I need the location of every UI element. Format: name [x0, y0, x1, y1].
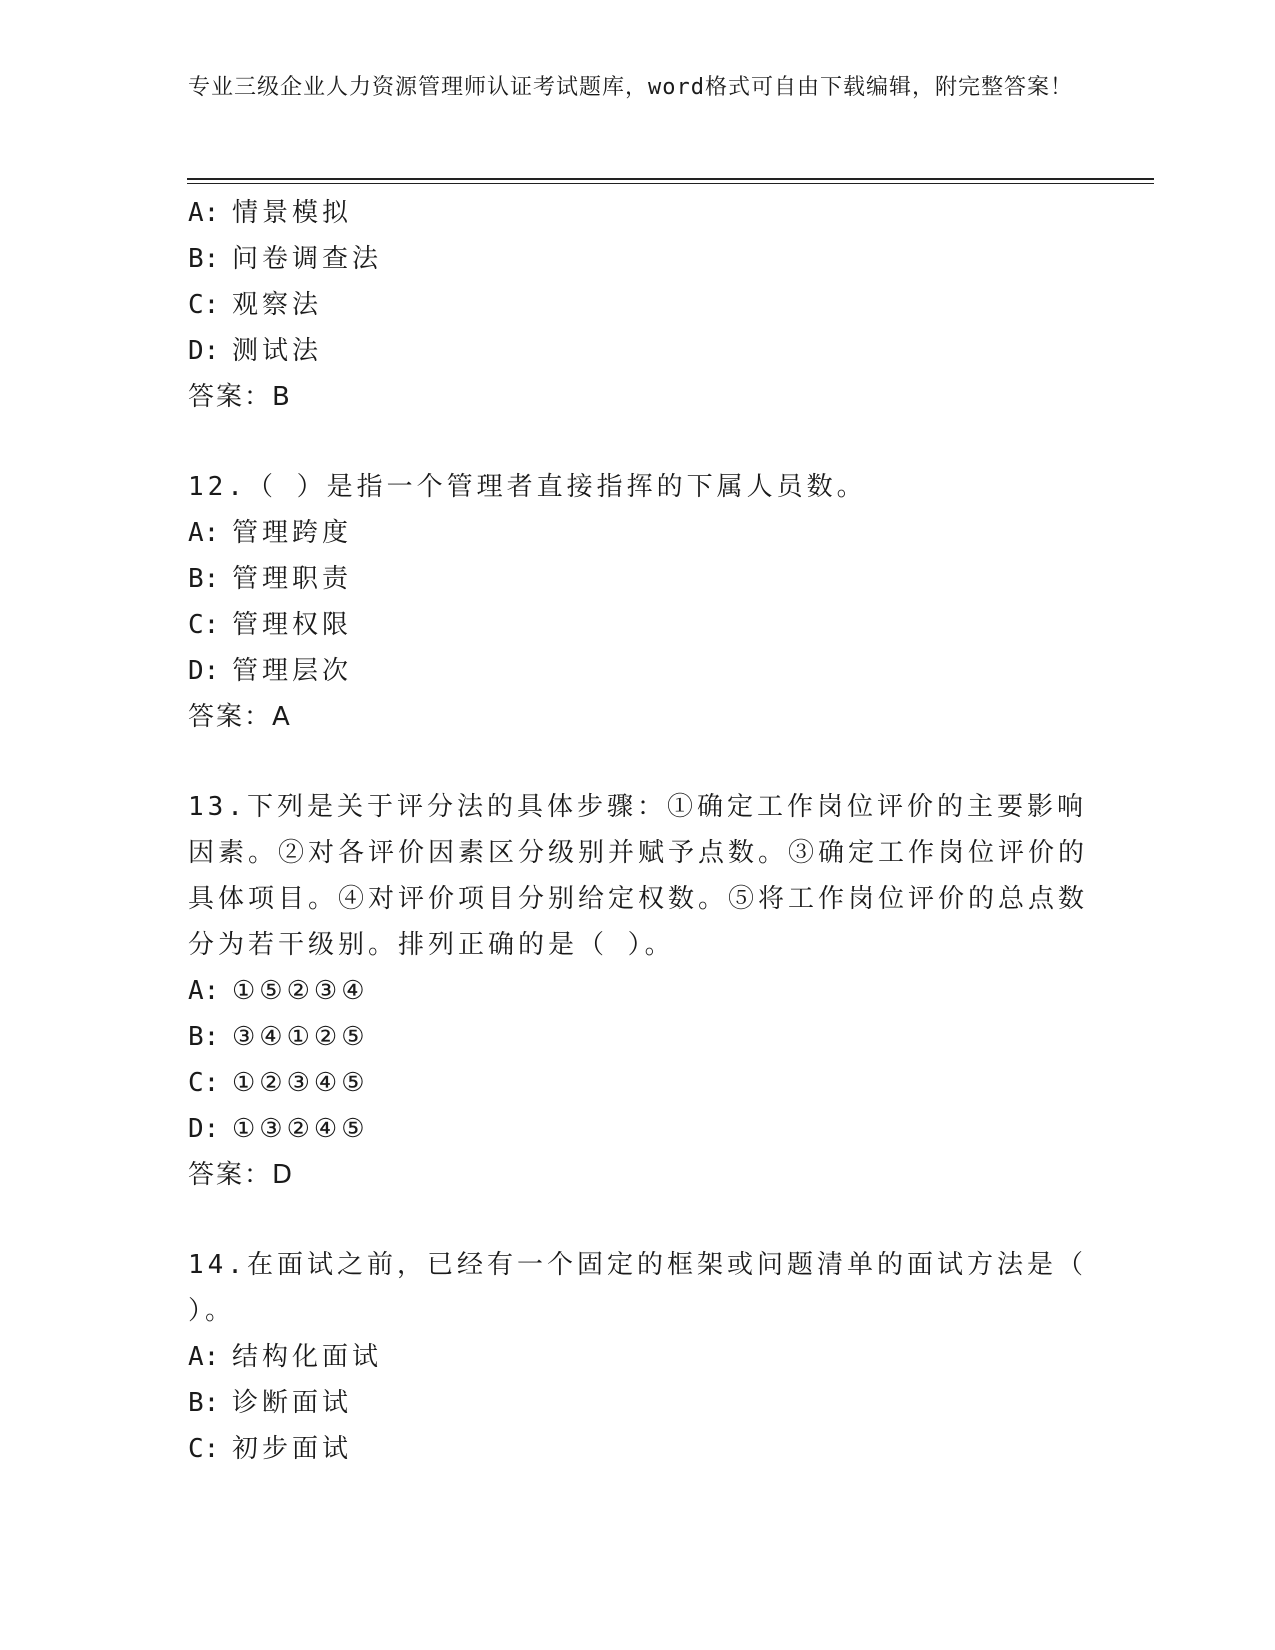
option-label: A: [188, 518, 220, 548]
option-d [188, 328, 1088, 374]
option-d [188, 648, 1088, 694]
option-label: C: [188, 290, 220, 320]
option-a [188, 1334, 1088, 1380]
question-13 [188, 784, 1088, 1198]
question-11 [188, 190, 1088, 420]
option-label: B: [188, 564, 220, 594]
answer-line: 答案：B [188, 382, 292, 412]
question-stem: 13.下列是关于评分法的具体步骤：①确定工作岗位评价的主要影响因素。②对各评价因素区分级别并赋予点数。③确定工作岗位评价的具体项目。④对评价项目分别给定权数。⑤将工作岗位评价的总点数分为若干级别。排列正确的是（ ）。 [188, 792, 1089, 960]
header-divider-thick [187, 178, 1154, 180]
option-a [188, 190, 1088, 236]
option-label: B: [188, 244, 220, 274]
option-text: 管理权限 [232, 610, 353, 640]
option-label: B: [188, 1388, 220, 1418]
option-label: D: [188, 1114, 220, 1144]
option-text: ①②③④⑤ [232, 1068, 369, 1098]
option-label: B: [188, 1022, 220, 1052]
option-text: 管理层次 [232, 656, 353, 686]
option-a [188, 510, 1088, 556]
spacer [188, 420, 1088, 464]
option-label: D: [188, 656, 220, 686]
option-label: A: [188, 1342, 220, 1372]
question-stem: 14.在面试之前，已经有一个固定的框架或问题清单的面试方法是（ ）。 [188, 1250, 1087, 1326]
option-d [188, 1106, 1088, 1152]
option-text: 管理跨度 [232, 518, 353, 548]
option-c [188, 1426, 1088, 1472]
option-b [188, 556, 1088, 602]
answer-line: 答案：D [188, 1160, 295, 1190]
option-text: ①③②④⑤ [232, 1114, 369, 1144]
option-text: 结构化面试 [232, 1342, 383, 1372]
option-label: D: [188, 336, 220, 366]
option-b [188, 236, 1088, 282]
option-b [188, 1014, 1088, 1060]
option-a [188, 968, 1088, 1014]
question-14 [188, 1242, 1088, 1472]
answer-line: 答案：A [188, 702, 292, 732]
option-text: ③④①②⑤ [232, 1022, 369, 1052]
option-text: 情景模拟 [232, 198, 353, 228]
spacer [188, 740, 1088, 784]
spacer [188, 1198, 1088, 1242]
question-12 [188, 464, 1088, 740]
option-text: 测试法 [232, 336, 323, 366]
header-divider-thin [187, 183, 1154, 184]
option-label: C: [188, 1068, 220, 1098]
option-label: A: [188, 198, 220, 228]
question-stem: 12.（ ）是指一个管理者直接指挥的下属人员数。 [188, 472, 867, 502]
option-text: 初步面试 [232, 1434, 353, 1464]
option-label: C: [188, 1434, 220, 1464]
option-c [188, 602, 1088, 648]
option-text: 管理职责 [232, 564, 353, 594]
option-text: 问卷调查法 [232, 244, 383, 274]
option-label: C: [188, 610, 220, 640]
option-text: 观察法 [232, 290, 323, 320]
option-c [188, 282, 1088, 328]
option-b [188, 1380, 1088, 1426]
document-header: 专业三级企业人力资源管理师认证考试题库，word格式可自由下载编辑，附完整答案！ [188, 75, 1073, 100]
document-body [188, 190, 1088, 1472]
option-text: 诊断面试 [232, 1388, 353, 1418]
option-label: A: [188, 976, 220, 1006]
option-text: ①⑤②③④ [232, 976, 369, 1006]
option-c [188, 1060, 1088, 1106]
